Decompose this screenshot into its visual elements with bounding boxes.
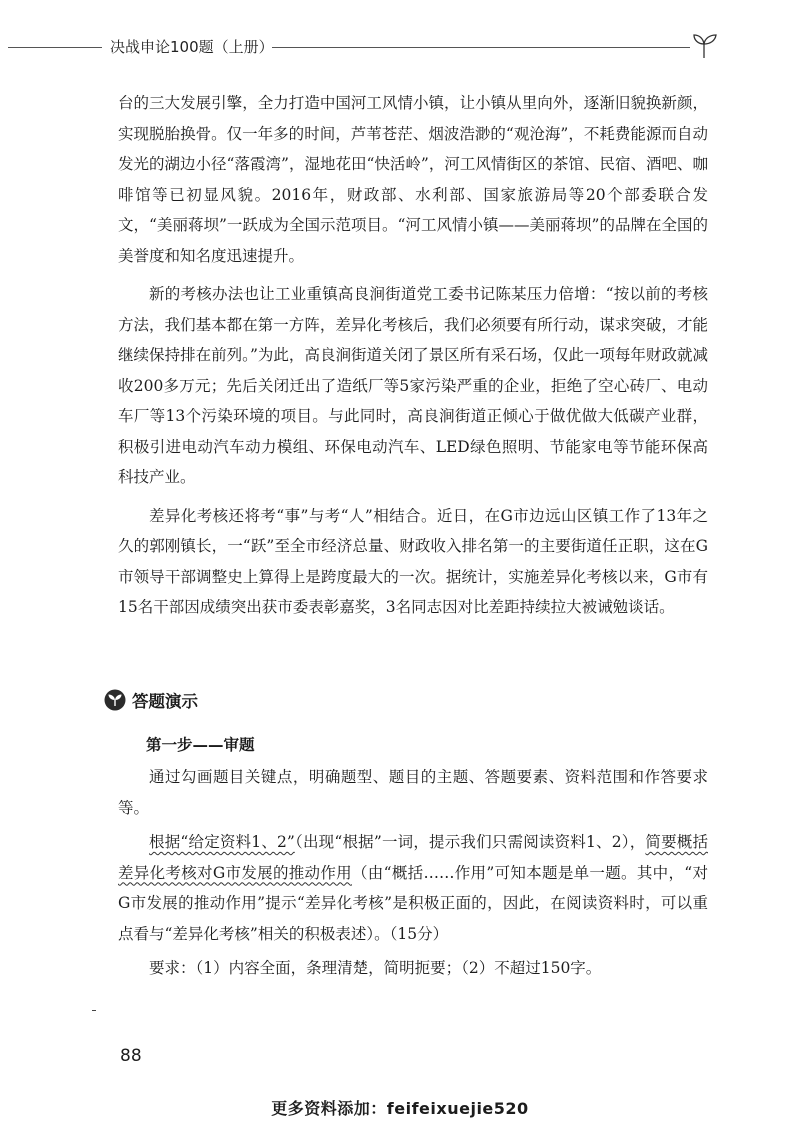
section-heading <box>104 688 198 712</box>
page-header <box>0 30 800 64</box>
sprout-icon <box>688 30 720 60</box>
paragraph <box>118 827 708 949</box>
header-rule-left <box>8 47 102 48</box>
section-title: 答题演示 <box>132 692 198 711</box>
paragraph: 台的三大发展引擎，全力打造中国河工风情小镇，让小镇从里向外，逐渐旧貌换新颜，实现脱胎换骨。仅一年多的时间，芦苇苍茫、烟波浩渺的“观沧海”，不耗费能源而自动发光的湖边小径“落霞湾”，湿地花田“快活岭”，河工风情街区的茶馆、民宿、酒吧、咖啡馆等已初显风貌。2016年，财政部、水利部、国家旅游局等20个部委联合发文，“美丽蒋坝”一跃成为全国示范项目。“河工风情小镇——美丽蒋坝”的品牌在全国的美誉度和知名度迅速提升。 <box>118 94 708 265</box>
margin-mark <box>92 1010 96 1011</box>
paragraph: 差异化考核还将考“事”与考“人”相结合。近日，在G市边远山区镇工作了13年之久的郭刚镇长，一“跃”至全市经济总量、财政收入排名第一的主要街道任正职，这在G市领导干部调整史上算得上是跨度最大的一次。据统计，实施差异化考核以来，G市有15名干部因成绩突出获市委表彰嘉奖，3名同志因对比差距持续拉大被诫勉谈话。 <box>118 506 708 616</box>
page-number: 88 <box>120 1046 142 1066</box>
paragraph: 通过勾画题目关键点，明确题型、题目的主题、答题要素、资料范围和作答要求等。 <box>118 768 708 817</box>
annotation: （出现“根据”一词，提示我们只需阅读资料1、2）， <box>294 833 646 851</box>
book-title: 决战申论100题（上册） <box>110 38 274 56</box>
annotation: （由“概括……作用”可知本题是单一题。其中，“对G市发展的推动作用”提示“差异化考核”是积极正面的，因此，在阅读资料时，可以重点看与“差异化考核”相关的积极表述）。（15分） <box>118 863 708 943</box>
footer-watermark: 更多资料添加：feifeixuejie520 <box>271 1099 529 1118</box>
underlined-phrase: 根据“给定资料1、2” <box>149 833 295 851</box>
header-rule-right <box>272 47 690 48</box>
paragraph: 要求：（1）内容全面，条理清楚，简明扼要；（2）不超过150字。 <box>149 959 602 977</box>
paragraph: 新的考核办法也让工业重镇高良涧街道党工委书记陈某压力倍增：“按以前的考核方法，我们基本都在第一方阵，差异化考核后，我们必须要有所行动，谋求突破，才能继续保持排在前列。”为此，高良涧街道关闭了景区所有采石场，仅此一项每年财政就减收200多万元；先后关闭迁出了造纸厂等5家污染严重的企业，拒绝了空心砖厂、电动车厂等13个污染环境的项目。与此同时，高良涧街道正倾心于做优做大低碳产业群，积极引进电动汽车动力模组、环保电动汽车、LED绿色照明、节能家电等节能环保高科技产业。 <box>118 285 708 486</box>
answer-demo-text <box>118 762 708 984</box>
step-title: 第一步——审题 <box>146 736 255 754</box>
body-text <box>118 88 708 623</box>
underlined-phrase: 简要概括差异化考核对G市发展的推动作用 <box>118 833 708 882</box>
leaf-badge-icon <box>104 689 126 711</box>
